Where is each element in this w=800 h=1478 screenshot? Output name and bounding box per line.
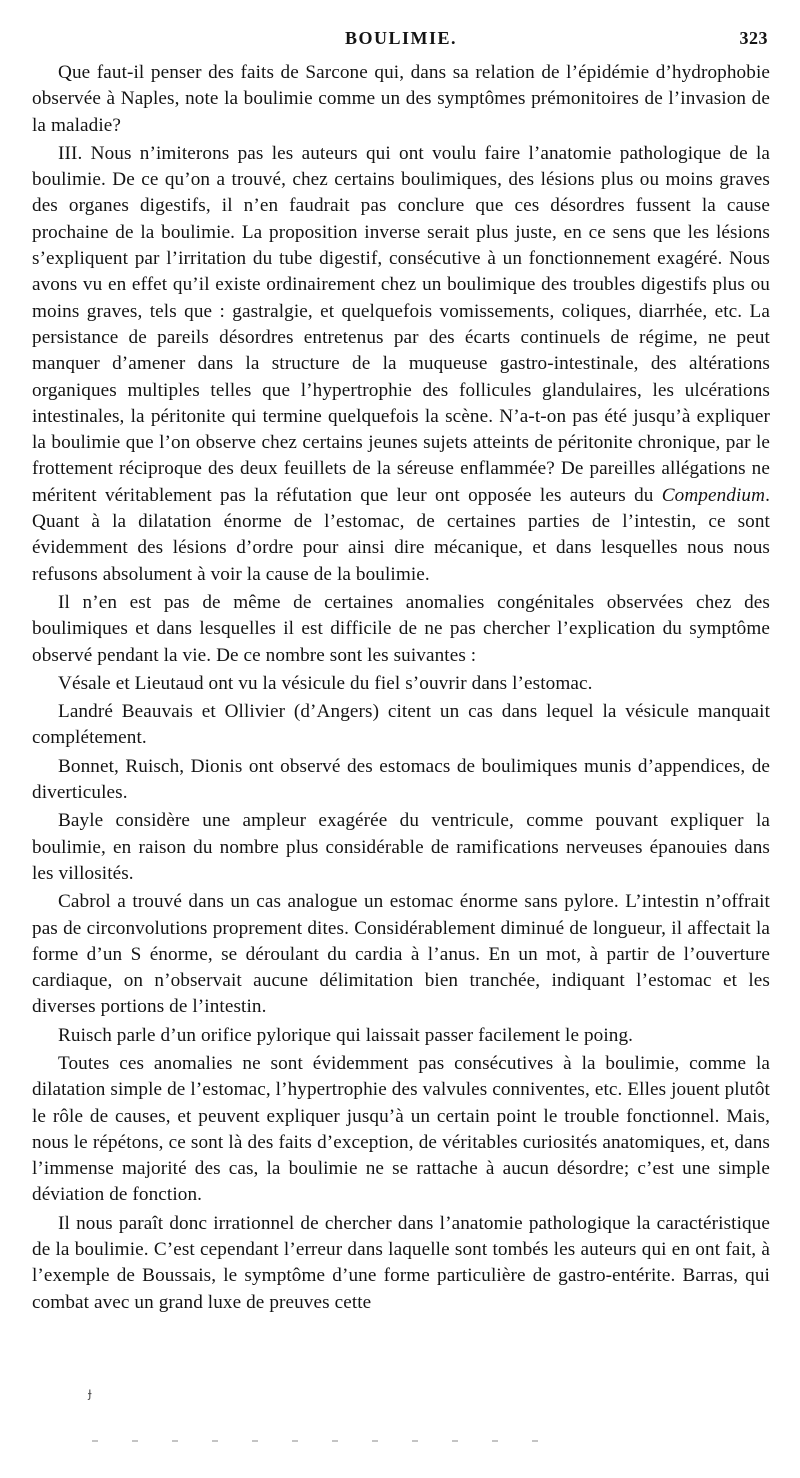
- book-page: [32, 28, 770, 1316]
- paragraph-sarcone: Que faut-il penser des faits de Sarcone qui, dans sa relation de l’épidémie d’hydrophobie observée à Naples, note la boulimie comme un des symptômes prémonitoires de l’invasion de la maladie?: [32, 62, 770, 136]
- paragraph-conclusion: Il nous paraît donc irrationnel de chercher dans l’anatomie pathologique la caractéristique de la boulimie. C’est cependant l’erreur dans laquelle sont tombés les auteurs qui en ont fait, à l’exemple de Boussais, le symptôme d’une forme particulière de gastro-entérite. Barras, qui combat avec un grand luxe de preuves cette: [32, 1212, 770, 1313]
- stray-ink-mark: ɟ: [88, 1386, 92, 1401]
- running-title: BOULIMIE.: [344, 28, 458, 48]
- page-header: [32, 28, 770, 50]
- paragraph-anomalies-summary: Toutes ces anomalies ne sont évidemment pas consécutives à la boulimie, comme la dilatation simple de l’estomac, l’hypertrophie des valvules conniventes, etc. Elles jouent plutôt le rôle de causes, et peuvent expliquer jusqu’à un certain point le trouble fonctionnel. Mais, nous le répétons, ce sont là des faits d’exception, de véritables curiosités anatomiques, et, dans l’immense majorité des cas, la boulimie ne se rattache à aucun désordre; c’est une simple déviation de fonction.: [32, 1052, 770, 1206]
- scan-noise-line: [92, 1440, 562, 1442]
- paragraph-bonnet: Bonnet, Ruisch, Dionis ont observé des estomacs de boulimiques munis d’appendices, de diverticules.: [32, 755, 770, 804]
- paragraph-bayle: Bayle considère une ampleur exagérée du ventricule, comme pouvant expliquer la boulimie, en raison du nombre plus considérable de ramifications nerveuses épanouies dans les villosités.: [32, 810, 770, 884]
- paragraph-cabrol: Cabrol a trouvé dans un cas analogue un estomac énorme sans pylore. L’intestin n’offrait pas de circonvolutions proprement dites. Considérablement diminué de longueur, il affectait la forme d’un S énorme, se déroulant du cardia à l’anus. En un mot, à partir de l’ouverture cardiaque, on n’observait aucune délimitation bien tranchée, indiquant l’estomac et les diverses portions de l’intestin.: [32, 891, 770, 1018]
- paragraph-ruisch: Ruisch parle d’un orifice pylorique qui laissait passer facilement le poing.: [58, 1024, 634, 1046]
- paragraph-congenital-anomalies: Il n’en est pas de même de certaines anomalies congénitales observées chez des boulimiques et dans lesquelles il est difficile de ne pas chercher l’explication du symptôme observé pendant la vie. De ce nombre sont les suivantes :: [32, 591, 770, 666]
- paragraph-anatomy-text: III. Nous n’imiterons pas les auteurs qui ont voulu faire l’anatomie pathologique de la boulimie. De ce qu’on a trouvé, chez certains boulimiques, des lésions plus ou moins graves des organes digestifs, il n’en faudrait pas conclure que ces désordres fussent la cause prochaine de la boulimie. La proposition inverse serait plus juste, en ce sens que les lésions s’expliquent par l’irritation du tube digestif, consécutive à un fonctionnement exagéré. Nous avons vu en effet qu’il existe ordinairement chez un boulimique des troubles digestifs plus ou moins graves, tels que : gastralgie, et quelquefois vomissements, coliques, diarrhée, etc. La persistance de pareils désordres entretenus par des écarts continuels de régime, ne peut manquer d’amener dans la structure de la muqueuse gastro-intestinale, des altérations organiques multiples telles que l’hypertrophie des follicules glandulaires, les ulcérations intestinales, la péritonite qui termine quelquefois la scène. N’a-t-on pas été jusqu’à expliquer la boulimie que l’on observe chez certains jeunes sujets atteints de péritonite chronique, par le frottement réciproque des deux feuillets de la séreuse enflammée? De pareilles allégations ne méritent véritablement pas la réfutation que leur ont opposée les auteurs du: [32, 142, 770, 506]
- paragraph-anatomy-tail: . Quant à la dilatation énorme de l’estomac, de certaines parties de l’intestin, ce sont évidemment des lésions d’ordre pour ainsi dire mécanique, et dans lesquelles nous nous refusons absolument à voir la cause de la boulimie.: [32, 484, 770, 585]
- body-text: [32, 60, 770, 1316]
- paragraph-vesale: Vésale et Lieutaud ont vu la vésicule du fiel s’ouvrir dans l’estomac.: [58, 672, 593, 694]
- paragraph-anatomy-section: [32, 141, 770, 588]
- compendium-reference: Compendium: [661, 484, 766, 506]
- paragraph-landre-beauvais: Landré Beauvais et Ollivier (d’Angers) citent un cas dans lequel la vésicule manquait complétement.: [32, 701, 770, 749]
- page-number: 323: [739, 28, 768, 48]
